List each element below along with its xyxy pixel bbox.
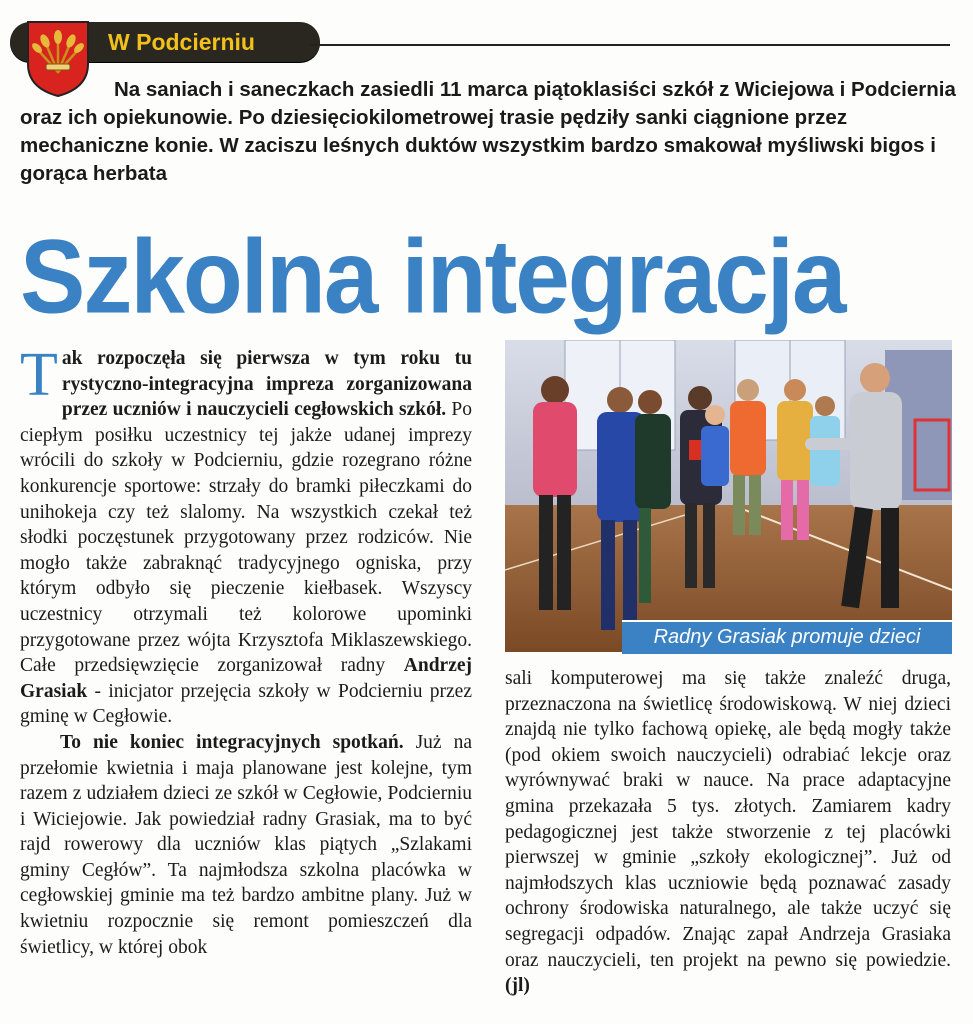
article-paragraph-1: Po ciepłym posiłku uczestnicy tej jakże udanej imprezy wrócili do szkoły w Podcierniu, gdzie rozegrano różne konkurencje sportowe: strzały do bramki piłeczkami do unihokeja czy też slalomy. Na wszystkich czekał też słodki poczęstunek przygotowany przez rodziców. Nie mogło także zabraknąć tradycyjnego ogniska, przy którym odbyło się pieczenie kiełbasek. Wszyscy uczestnicy otrzymali też kolorowe upominki przygotowane przez wójta Krzysztofa Miklaszewskiego. Całe przedsięwzięcie zorganizował radny (20, 399, 472, 677)
article-column-left (20, 341, 472, 960)
article-intro-bold: ak rozpoczęła się pierwsza w tym roku tu rystyczno-integracyjna impreza zorganizowana przez uczniów i nauczycieli cegłowskich szkół. (61, 348, 472, 421)
photo-caption: Radny Grasiak promuje dzieci (653, 626, 921, 648)
article-column-right (505, 666, 951, 999)
author-signature: (jl) (505, 975, 530, 997)
article-paragraph-1-end: - inicjator przejęcia szkoły w Podcierniu przez gminę w Cegłowie. (20, 680, 472, 728)
article-paragraph-2: Już na przełomie kwietnia i maja planowane jest kolejne, tym razem z udziałem dzieci ze szkół w Cegłowie, Podcierniu i Wiciejowie. Jak powiedział radny Grasiak, ma to być rajd rowerowy dla uczniów klas piątych „Szlakami gminy Cegłów”. Ta najmłodsza szkolna placówka w cegłowskiej gminie ma też bardzo ambitne plany. Już w kwietniu rozpocznie się remont pomieszczeń dla świetlicy, w której obok (20, 731, 472, 958)
article-subhead: To nie koniec integracyjnych spotkań. (60, 731, 404, 753)
article-headline: Szkolna integracja (20, 217, 845, 336)
lead-paragraph: Na saniach i saneczkach zasiedli 11 marca piątoklasiści szkół z Wiciejowa i Podciernia oraz ich opiekunowie. Po dziesięciokilometrowej trasie pędziły sanki ciągnione przez mechaniczne konie. W zaciszu leśnych duktów wszystkim bardzo smakował myśliwski bigos i gorąca herbata (20, 78, 956, 185)
person-name: Andrzej Grasiak (20, 655, 472, 702)
photo-illustration (505, 340, 952, 652)
section-title: W Podcierniu (108, 29, 255, 55)
header-rule (310, 44, 950, 46)
article-photo (505, 340, 952, 652)
drop-cap: T (20, 341, 58, 409)
article-paragraph-3: sali komputerowej ma się także znaleźć druga, przeznaczona na świetlicę środowiskową. W niej dzieci znajdą nie tylko fachową opiekę, ale będą mogły także (pod okiem swoich nauczycieli) odrabiać lekcje oraz wyrównywać braki w nauce. Na prace adaptacyjne gmina przekazała 5 tys. złotych. Zamiarem kadry pedagogicznej jest także stworzenie z tej placówki pierwszej w gminie „szkoły ekologicznej”. Już od najmłodszych klas uczniowie będą poznawać zasady ochrony środowiska naturalnego, ale także uczyć się segregacji odpadów. Znając zapał Andrzeja Grasiaka oraz nauczycieli, ten projekt na pewno się powiedzie. (505, 668, 951, 971)
